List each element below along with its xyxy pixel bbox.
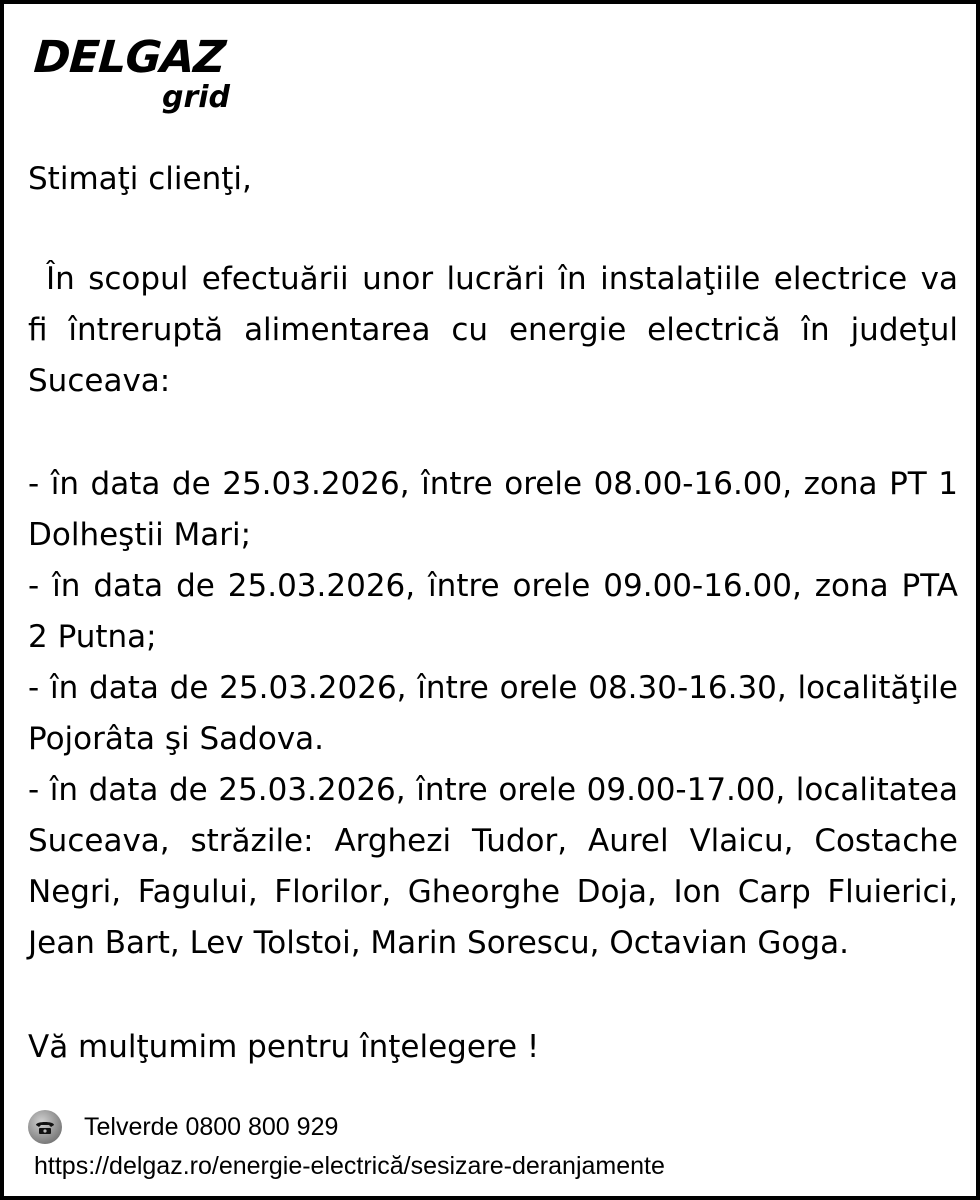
logo-brand: DELGAZ (32, 32, 227, 83)
thanks-line: Vă mulţumim pentru înţelegere ! (28, 1029, 540, 1065)
support-url[interactable]: https://delgaz.ro/energie-electrică/sesizare-deranjamente (34, 1152, 665, 1180)
footer-phone (28, 1107, 338, 1147)
outage-item: - în data de 25.03.2026, între orele 08.30-16.30, localităţile Pojorâta şi Sadova. (28, 670, 958, 757)
phone-icon (28, 1110, 62, 1144)
logo-sub: grid (162, 80, 231, 115)
outage-list (28, 459, 958, 969)
outage-item: - în data de 25.03.2026, între orele 09.00-17.00, localitatea Suceava, străzile: Arghezi Tudor, Aurel Vlaicu, Costache Negri, Fagului, Florilor, Gheorghe Doja, Ion Carp Fluierici, Jean Bart, Lev Tolstoi, Marin Sorescu, Octavian Goga. (28, 772, 958, 961)
phone-number: Telverde 0800 800 929 (84, 1112, 339, 1141)
intro-paragraph: În scopul efectuării unor lucrări în instalaţiile electrice va fi întreruptă alimentarea cu energie electrică în judeţul Suceava: (28, 261, 958, 399)
delgaz-grid-logo (34, 32, 264, 124)
outage-item: - în data de 25.03.2026, între orele 09.00-16.00, zona PTA 2 Putna; (28, 568, 958, 655)
greeting: Stimaţi clienţi, (28, 161, 252, 197)
outage-item: - în data de 25.03.2026, între orele 08.00-16.00, zona PT 1 Dolheştii Mari; (28, 466, 958, 553)
